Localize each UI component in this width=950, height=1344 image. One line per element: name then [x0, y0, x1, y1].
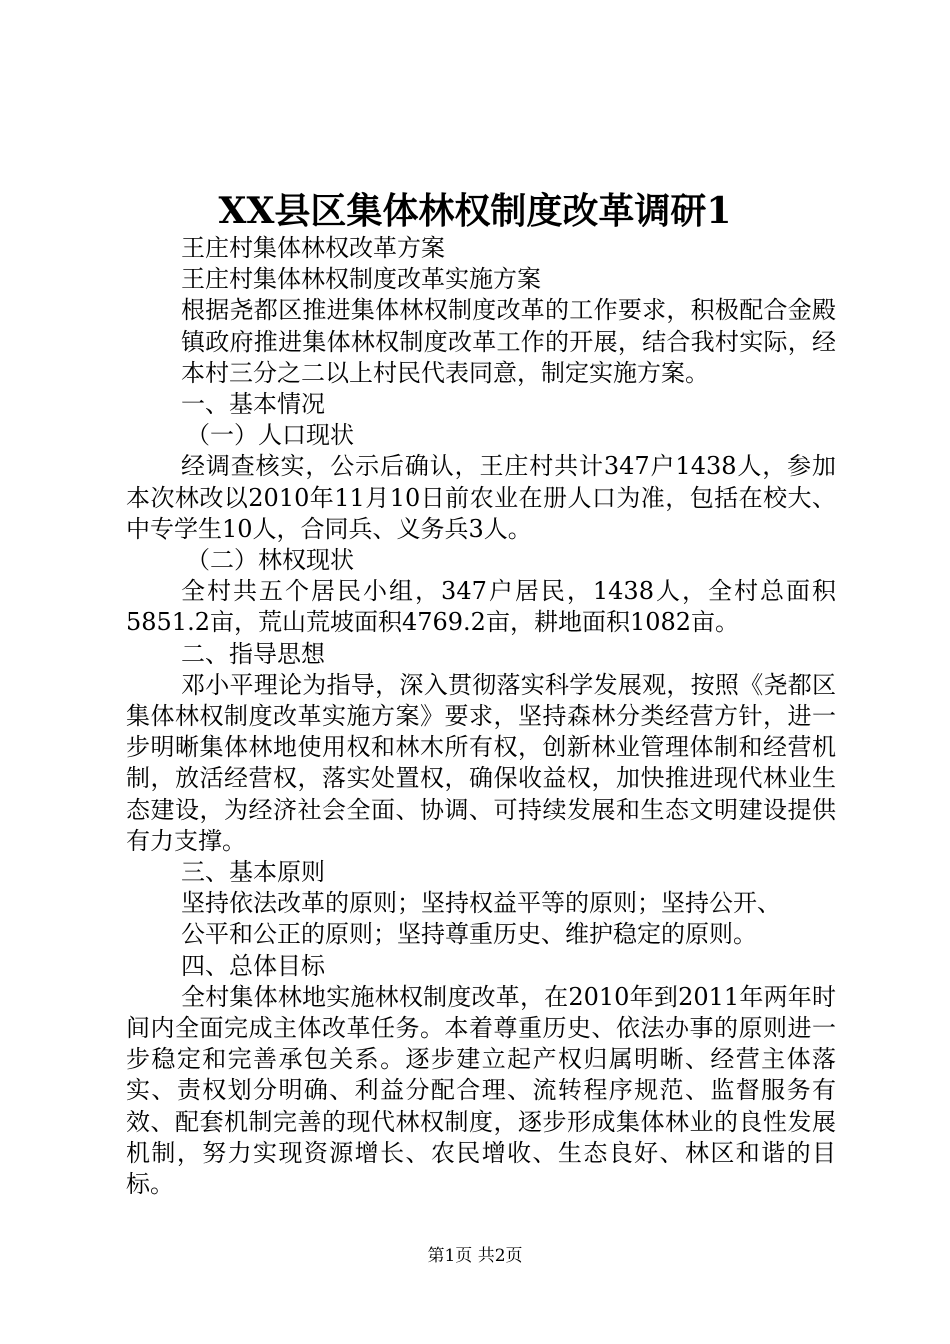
paragraph-population: 经调查核实，公示后确认，王庄村共计347户1438人，参加本次林改以2010年11月10日前农业在册人口为准，包括在校大、中专学生10人，合同兵、义务兵3人。 — [126, 452, 836, 543]
paragraph-principles-line2: 公平和公正的原则；坚持尊重历史、维护稳定的原则。 — [181, 920, 757, 949]
page-footer: 第1页 共2页 — [427, 1246, 523, 1266]
paragraph-intro — [126, 295, 836, 389]
section-heading-guiding-ideology: 二、指导思想 — [181, 639, 325, 668]
paragraph-overall-goal: 全村集体林地实施林权制度改革，在2010年到2011年两年时间内全面完成主体改革任务。本着尊重历史、依法办事的原则进一步稳定和完善承包关系。逐步建立起产权归属明晰、经营主体落实、责权划分明确、利益分配合理、流转程序规范、监督服务有效、配套机制完善的现代林权制度，逐步形成集体林业的良性发展机制，努力实现资源增长、农民增收、生态良好、林区和谐的目标。 — [126, 982, 836, 1199]
paragraph-intro-text: 根据尧都区推进集体林权制度改革的工作要求，积极配合金殿镇政府推进集体林权制度改革工作的开展，结合我村实际，经本村三分之二以上村民代表同意，制定实施方案。 — [181, 296, 836, 387]
paragraph-principles-line1: 坚持依法改革的原则；坚持权益平等的原则；坚持公开、 — [181, 889, 781, 918]
subsection-heading-forest-rights: （二）林权现状 — [186, 546, 354, 575]
paragraph-guiding-ideology: 邓小平理论为指导，深入贯彻落实科学发展观，按照《尧都区集体林权制度改革实施方案》要求，坚持森林分类经营方针，进一步明晰集体林地使用权和林木所有权，创新林业管理体制和经营机制，放活经营权，落实处置权，确保收益权，加快推进现代林业生态建设，为经济社会全面、协调、可持续发展和生态文明建设提供有力支撑。 — [126, 670, 836, 855]
section-heading-basic-situation: 一、基本情况 — [181, 390, 325, 419]
document-title: XX县区集体林权制度改革调研1 — [218, 190, 732, 232]
paragraph-plan-heading: 王庄村集体林权改革方案 — [181, 234, 445, 262]
section-heading-overall-goal: 四、总体目标 — [181, 951, 325, 980]
subsection-heading-population: （一）人口现状 — [186, 421, 354, 450]
paragraph-forest-rights: 全村共五个居民小组，347户居民，1438人，全村总面积5851.2亩，荒山荒坡面积4769.2亩，耕地面积1082亩。 — [126, 577, 836, 637]
paragraph-implementation-heading: 王庄村集体林权制度改革实施方案 — [181, 265, 541, 294]
section-heading-basic-principles: 三、基本原则 — [181, 858, 325, 887]
document-body — [126, 233, 836, 1200]
